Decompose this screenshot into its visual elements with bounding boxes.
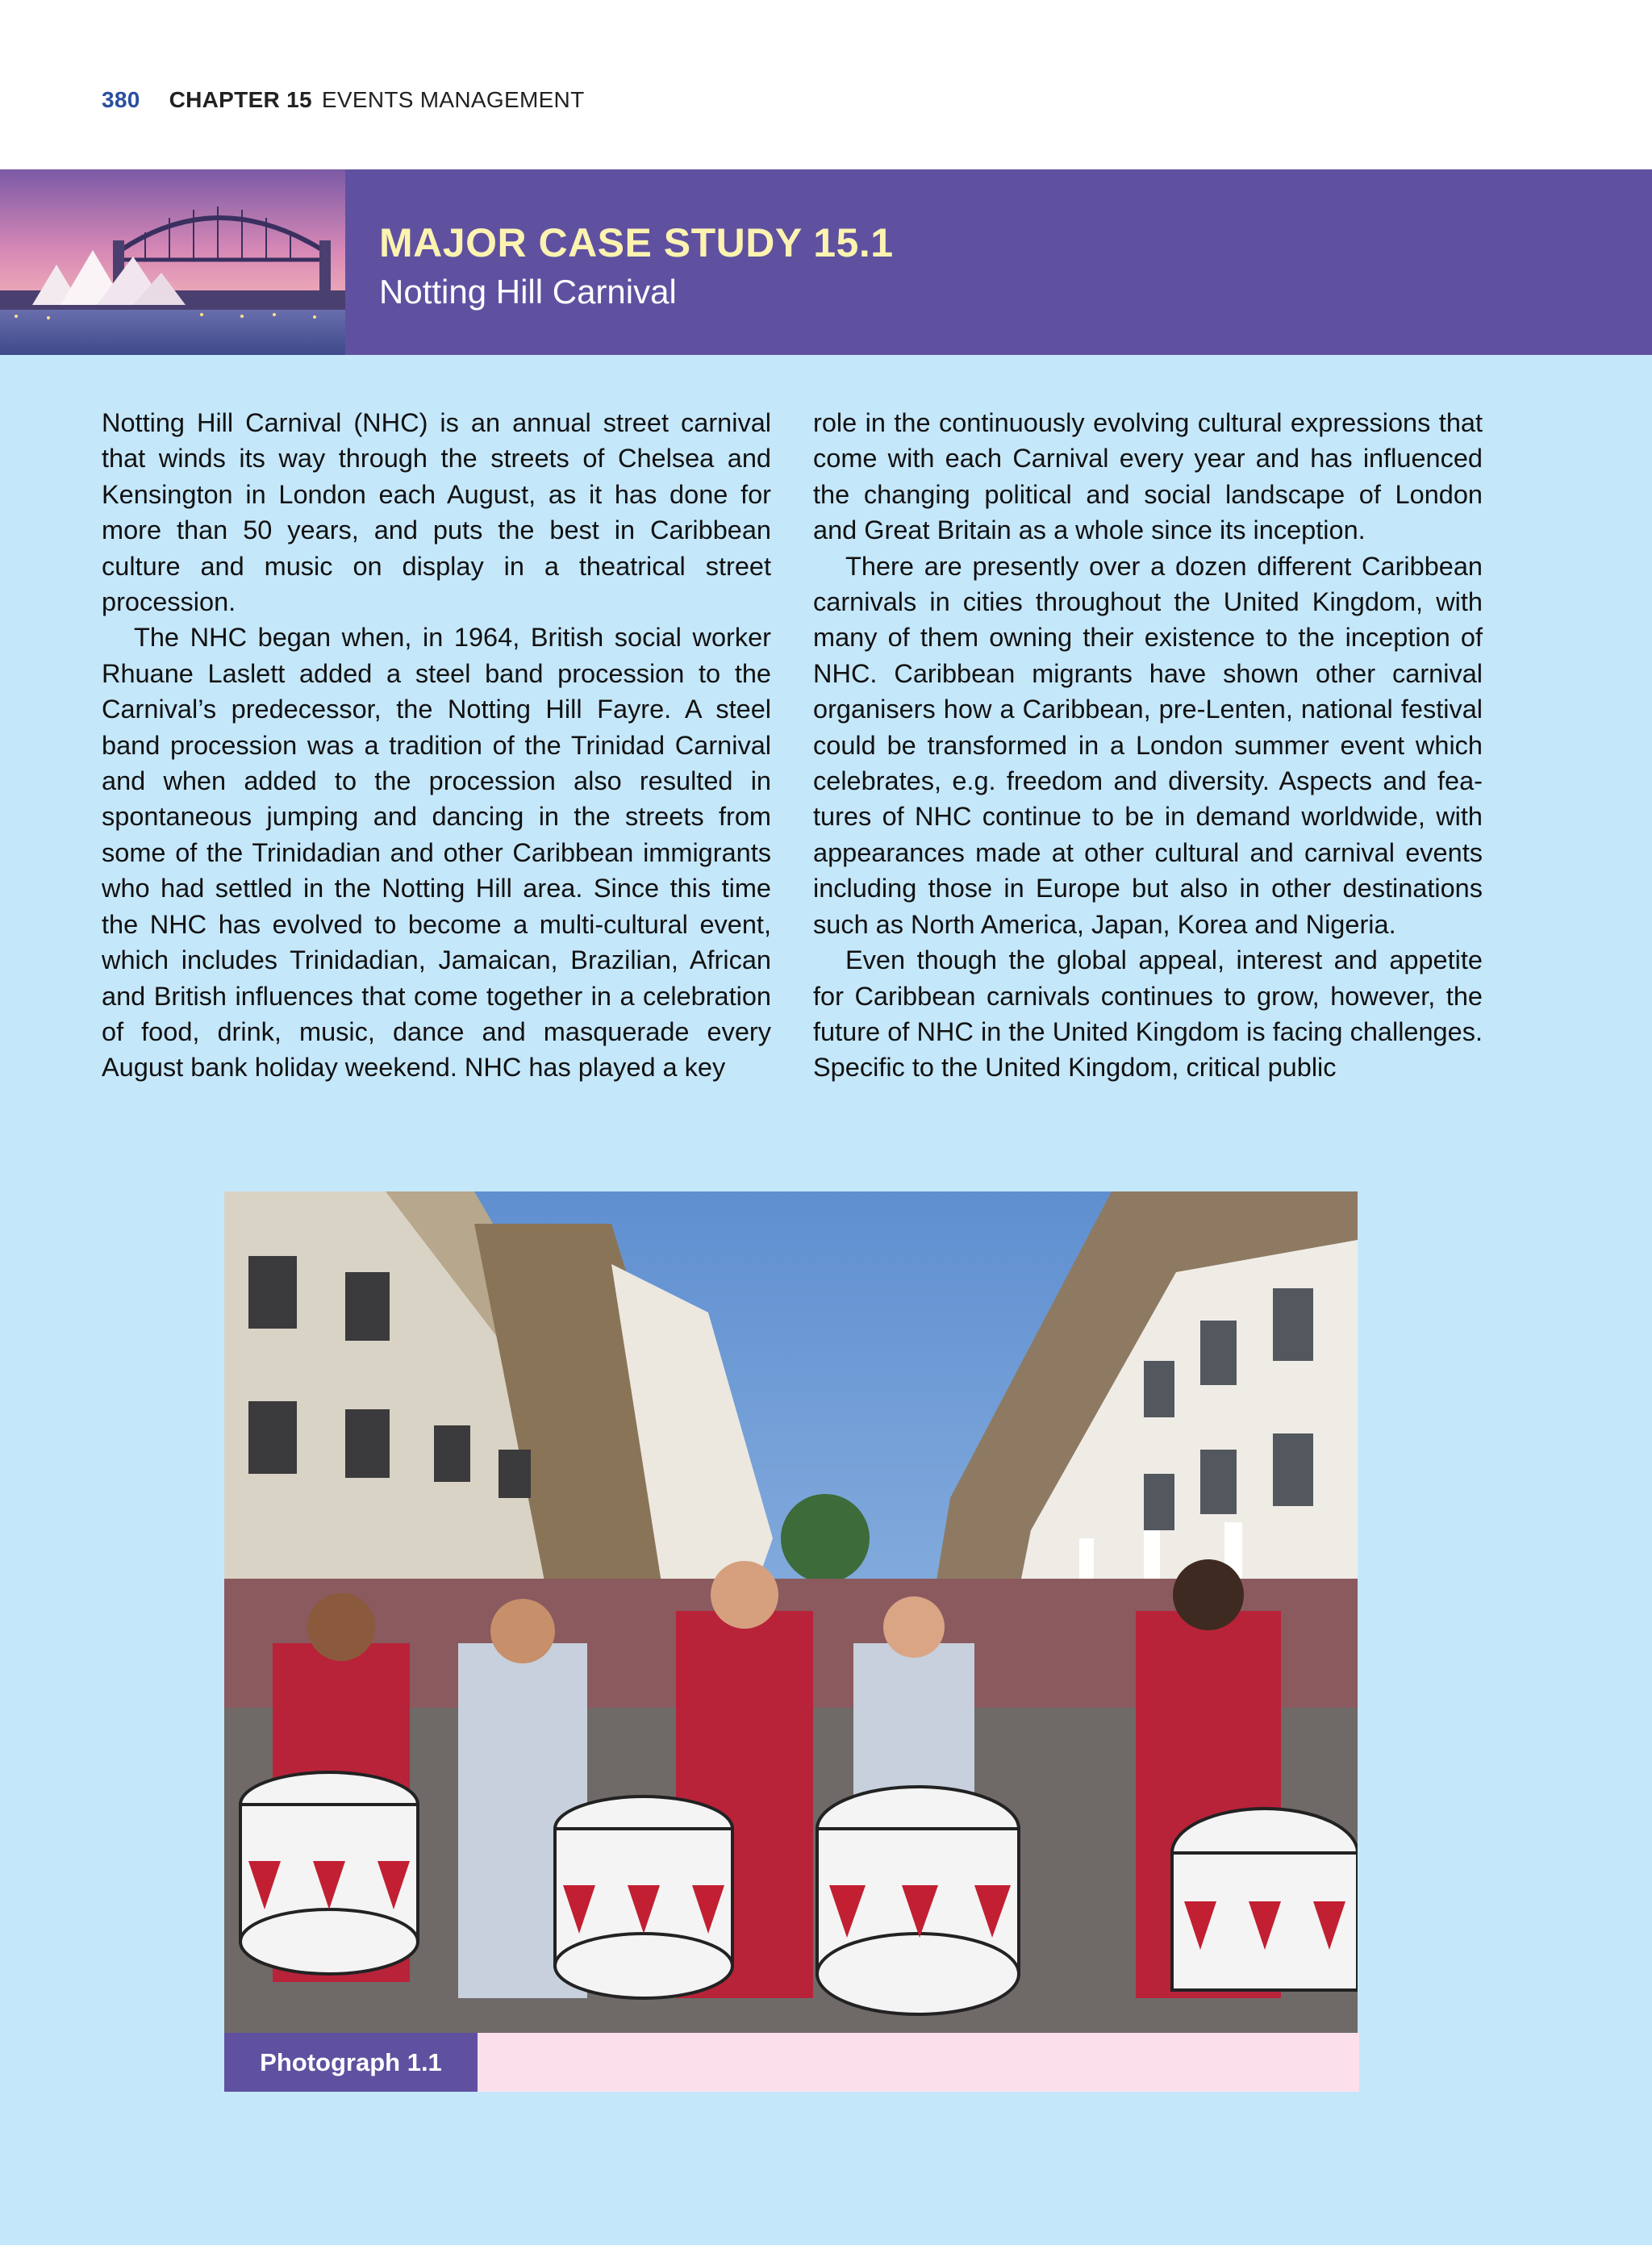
right-column xyxy=(813,405,1483,1086)
chapter-title: EVENTS MANAGEMENT xyxy=(321,87,585,112)
sydney-opera-house-image xyxy=(0,169,345,355)
carnival-photo xyxy=(224,1191,1358,2033)
paragraph: role in the continuously evolving cultural expressions that come with each Carnival every year and has influenced the changing political and social landscape of London and Great Britain as a whole since its inception. xyxy=(813,408,1483,545)
paragraph: There are presently over a dozen different Caribbean carnivals in cities throughout the United Kingdom, with many of them owning their existence to the inception of NHC. Caribbean migrants have shown other carnival organisers how a Caribbean, pre-Lenten, national festival could be transformed in a London summer event which celebrates, e.g. freedom and diversity. Aspects and features of NHC continue to be in demand worldwide, with appearances made at other cultural and carnival events including those in Europe but also in other destinations such as North America, Japan, Korea and Nigeria. xyxy=(813,551,1483,939)
paragraph: Even though the global appeal, interest and appetite for Caribbean carnivals continues to grow, however, the future of NHC in the United Kingdom is facing challenges. Specific to the United Kingdom, critical public xyxy=(813,945,1483,1083)
running-head xyxy=(102,87,584,113)
paragraph: The NHC began when, in 1964, British social worker Rhuane Laslett added a steel band procession to the Carnival’s predecessor, the Notting Hill Fayre. A steel band procession was a tradition of the Trinidad Carnival and when added to the procession also resulted in spontaneous jumping and dancing in the streets from some of the Trinidadian and other Caribbean immigrants who had settled in the Notting Hill area. Since this time the NHC has evolved to become a multi-cultural event, which includes Trinidadian, Jamaican, Brazilian, African and British influences that come together in a celebration of food, drink, music, dance and masquerade every August bank holiday weekend. NHC has played a key xyxy=(102,623,771,1083)
chapter-label: CHAPTER 15 xyxy=(169,87,312,112)
case-study-banner xyxy=(0,169,1652,355)
page-number: 380 xyxy=(102,87,140,112)
case-study-title: MAJOR CASE STUDY 15.1 xyxy=(379,220,894,265)
left-column xyxy=(102,405,771,1086)
photo-caption-label: Photograph 1.1 xyxy=(224,2033,478,2092)
paragraph: Notting Hill Carnival (NHC) is an annual street carnival that winds its way through the streets of Chelsea and Kensington in London each August, as it has done for more than 50 years, and puts the best in Caribbean culture and music on display in a theatrical street procession. xyxy=(102,408,771,617)
photo-caption-bar xyxy=(224,2033,1359,2092)
case-study-subtitle: Notting Hill Carnival xyxy=(379,273,677,311)
